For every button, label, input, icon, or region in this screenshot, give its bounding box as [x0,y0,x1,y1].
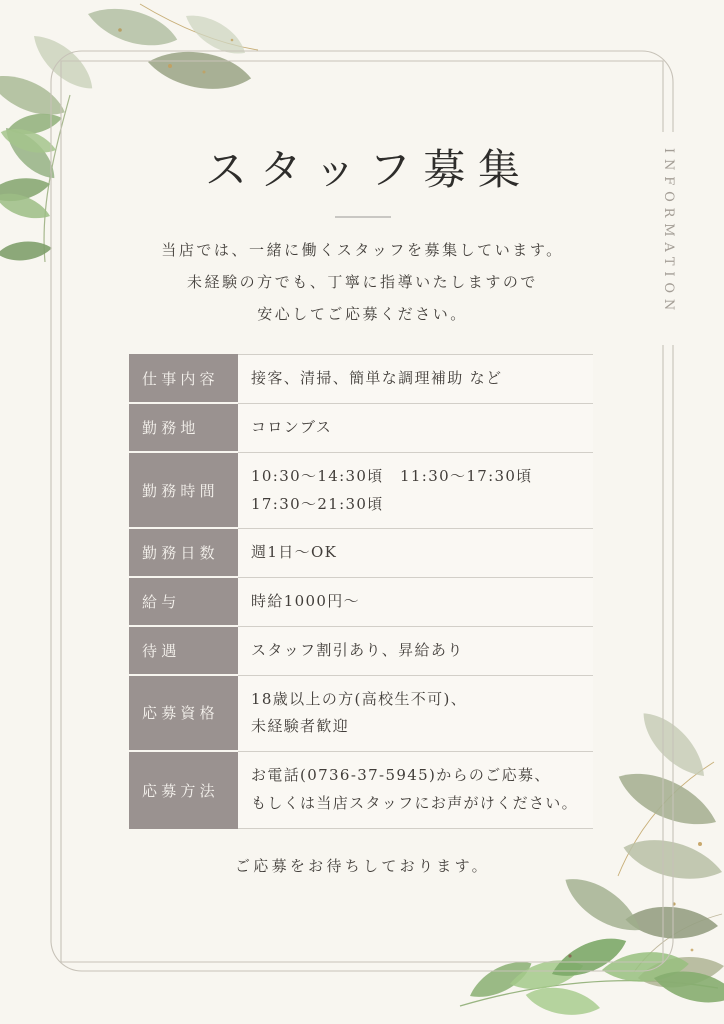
table-row-label: 勤務日数 [129,529,238,578]
table-row-value [238,404,593,453]
table-row-label: 応募方法 [129,752,238,829]
table-row [129,578,593,627]
table-row-value [238,627,593,676]
table-row-value [238,354,593,404]
table-row [129,752,593,829]
info-side-label: INFORMATION [661,148,676,317]
intro-line: 未経験の方でも、丁寧に指導いたしますので [186,272,538,291]
table-row-value [238,578,593,627]
closing-text: ご応募をお待ちしております。 [234,856,490,875]
table-row [129,627,593,676]
table-row-value-line: 未経験者歓迎 [251,717,350,736]
table-row-value-line: 17:30〜21:30頃 [251,494,384,513]
table-row [129,529,593,578]
table-row-value-line: 18歳以上の方(高校生不可)、 [251,689,468,708]
intro-text [62,234,663,331]
table-row-value-line: お電話(0736-37-5945)からのご応募、 [251,766,551,785]
intro-line: 安心してご応募ください。 [257,305,468,324]
table-row-label: 応募資格 [129,676,238,753]
table-row-value-line: 週1日〜OK [251,543,338,562]
table-row-value-line: コロンブス [251,418,333,437]
table-row-value-line: もしくは当店スタッフにお声がけください。 [251,793,579,812]
table-row-value-line: 時給1000円〜 [251,592,360,611]
table-row-value-line: スタッフ割引あり、昇給あり [251,640,464,659]
table-row [129,404,593,453]
poster-content [62,0,663,876]
table-row-value-line: 10:30〜14:30頃 11:30〜17:30頃 [251,466,533,485]
table-row [129,453,593,530]
table-row-value [238,453,593,530]
table-row-label: 給与 [129,578,238,627]
table-row-label: 仕事内容 [129,354,238,404]
poster-title: スタッフ募集 [204,145,533,194]
table-row-label: 勤務時間 [129,453,238,530]
table-row [129,354,593,404]
table-row [129,676,593,753]
table-row-value [238,752,593,829]
intro-line: 当店では、一緒に働くスタッフを募集しています。 [161,240,564,259]
recruit-table [129,354,593,828]
table-row-value-line: 接客、清掃、簡単な調理補助 など [251,369,503,388]
title-divider [335,216,391,218]
table-row-label: 待遇 [129,627,238,676]
table-row-value [238,529,593,578]
table-row-value [238,676,593,753]
table-row-label: 勤務地 [129,404,238,453]
